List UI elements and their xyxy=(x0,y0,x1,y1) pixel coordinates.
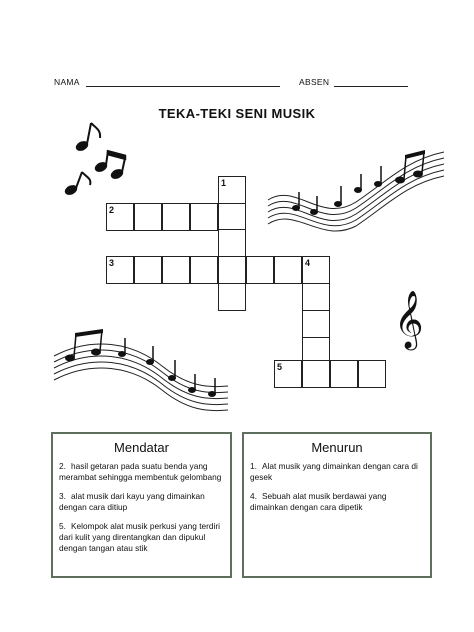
crossword-cell[interactable] xyxy=(358,360,386,388)
clue-item xyxy=(250,461,424,483)
crossword-cell[interactable] xyxy=(302,360,330,388)
clue-number: 2 xyxy=(109,205,115,215)
crossword-cell[interactable] xyxy=(134,203,162,231)
clue-number: 1. xyxy=(250,461,257,471)
crossword-cell[interactable] xyxy=(274,360,302,388)
clue-item xyxy=(59,521,224,554)
mendatar-box xyxy=(51,432,232,578)
svg-text:𝄞: 𝄞 xyxy=(394,290,424,348)
crossword-cell[interactable] xyxy=(302,283,330,311)
crossword-cell[interactable] xyxy=(190,256,218,284)
clue-text: Sebuah alat musik berdawai yang dimainkan dengan cara dipetik xyxy=(250,491,387,512)
clue-number: 2. xyxy=(59,461,66,471)
music-staff-icon xyxy=(52,328,230,410)
clue-number: 3 xyxy=(109,258,115,268)
crossword-cell[interactable] xyxy=(218,229,246,257)
menurun-box xyxy=(242,432,432,578)
clue-number: 5 xyxy=(277,362,283,372)
crossword-cell[interactable] xyxy=(330,360,358,388)
clue-item xyxy=(59,491,224,513)
absen-line[interactable] xyxy=(334,86,408,87)
clue-text: Kelompok alat musik perkusi yang terdiri dari kulit yang direntangkan dan dipukul dengan tangan atau stik xyxy=(59,521,220,553)
crossword-cell[interactable] xyxy=(106,256,134,284)
clue-number: 5. xyxy=(59,521,66,531)
mendatar-heading: Mendatar xyxy=(114,440,169,455)
clue-text: alat musik dari kayu yang dimainkan dengan cara ditiup xyxy=(59,491,205,512)
clue-number: 4 xyxy=(305,258,311,268)
crossword-cell[interactable] xyxy=(218,256,246,284)
menurun-heading: Menurun xyxy=(311,440,363,455)
crossword-cell[interactable] xyxy=(190,203,218,231)
crossword-cell[interactable] xyxy=(218,283,246,311)
crossword-cell[interactable] xyxy=(302,256,330,284)
crossword-cell[interactable] xyxy=(162,256,190,284)
crossword-cell[interactable] xyxy=(162,203,190,231)
crossword-cell[interactable] xyxy=(106,203,134,231)
crossword-cell[interactable] xyxy=(218,203,246,231)
treble-clef-icon xyxy=(394,288,424,348)
page-title: TEKA-TEKI SENI MUSIK xyxy=(158,106,316,121)
clue-text: hasil getaran pada suatu benda yang merambat sehingga membentuk gelombang xyxy=(59,461,222,482)
clue-item xyxy=(59,461,224,483)
music-staff-icon xyxy=(266,142,446,234)
crossword-cell[interactable] xyxy=(134,256,162,284)
crossword-cell[interactable] xyxy=(302,310,330,338)
crossword-cell[interactable] xyxy=(246,256,274,284)
crossword-cell[interactable] xyxy=(274,256,302,284)
music-note-icon xyxy=(60,120,140,200)
absen-label: ABSEN xyxy=(299,77,330,87)
clue-number: 4. xyxy=(250,491,257,501)
clue-item xyxy=(250,491,424,513)
clue-number: 1 xyxy=(221,178,227,188)
clue-number: 3. xyxy=(59,491,66,501)
crossword-cell[interactable] xyxy=(218,176,246,204)
name-line[interactable] xyxy=(86,86,280,87)
name-label: NAMA xyxy=(54,77,80,87)
clue-text: Alat musik yang dimainkan dengan cara di gesek xyxy=(250,461,418,482)
